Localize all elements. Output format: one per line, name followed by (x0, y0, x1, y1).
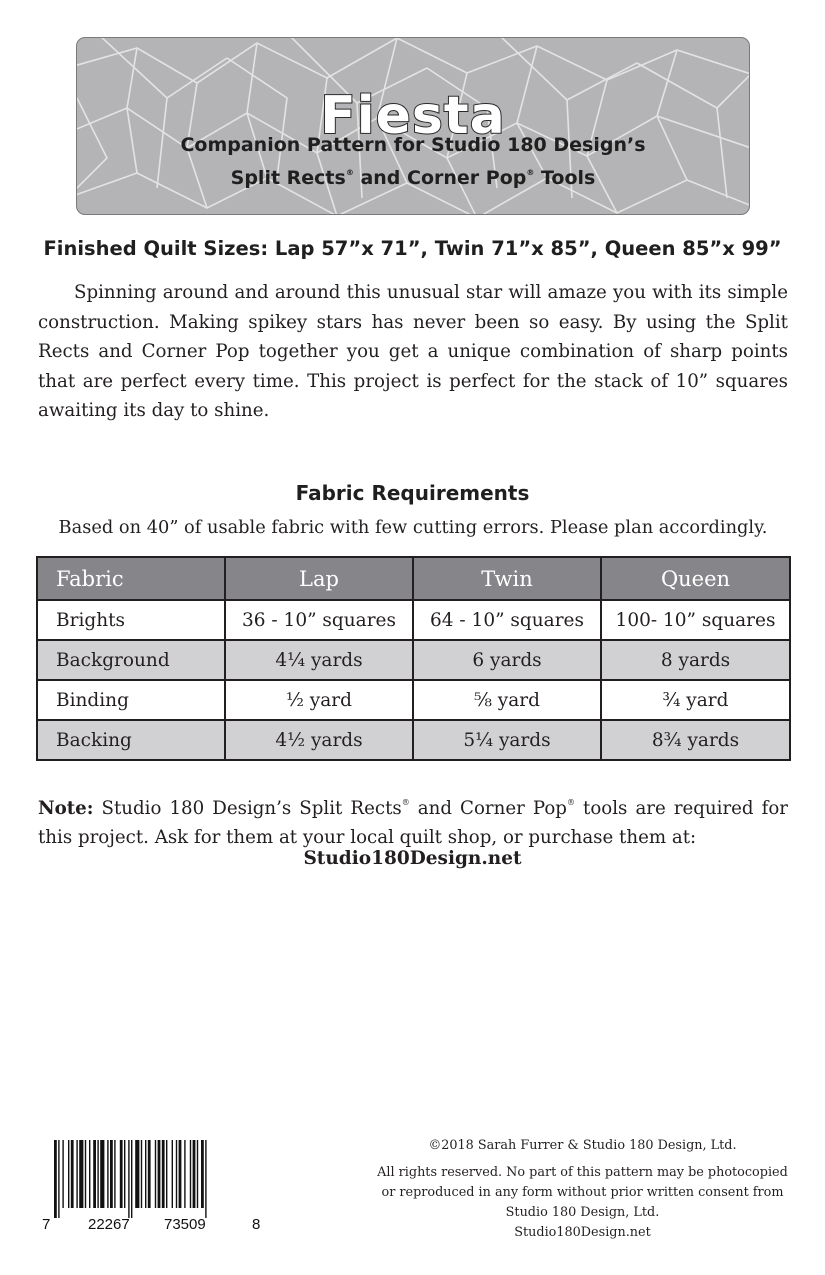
table-row (37, 600, 790, 640)
cell-queen: ¾ yard (601, 680, 790, 720)
barcode-bar (62, 1140, 63, 1208)
registered-mark: ® (401, 798, 410, 807)
fabric-requirements-heading: Fabric Requirements (295, 481, 530, 505)
barcode-bar (54, 1140, 57, 1218)
registered-mark: ® (566, 798, 575, 807)
barcode-bar (205, 1140, 206, 1218)
barcode-bar (97, 1140, 98, 1208)
cell-lap: 4¼ yards (225, 640, 413, 680)
cell-queen: 8 yards (601, 640, 790, 680)
barcode-bar (58, 1140, 59, 1218)
cell-lap: 4½ yards (225, 720, 413, 760)
barcode-bar (193, 1140, 196, 1208)
barcode-bar (79, 1140, 83, 1208)
column-header-lap: Lap (225, 557, 413, 600)
table-row (37, 640, 790, 680)
note-text-c: tools are required for this project. Ask for them at your local quilt shop, or purchase them at: (38, 798, 788, 848)
cell-twin: 5¼ yards (413, 720, 601, 760)
barcode-digit-last: 8 (252, 1216, 261, 1233)
barcode-bar (71, 1140, 74, 1208)
rights-line-1: All rights reserved. No part of this pattern may be photocopied (377, 1165, 788, 1180)
cell-twin: ⅝ yard (413, 680, 601, 720)
barcode-bar (145, 1140, 146, 1208)
barcode-bar (162, 1140, 165, 1208)
cell-lap: 36 - 10” squares (225, 600, 413, 640)
tools-text: Tools (534, 167, 596, 189)
barcode-bar (141, 1140, 142, 1208)
copyright-website[interactable]: Studio180Design.net (514, 1225, 651, 1240)
barcode-bar (124, 1140, 125, 1208)
split-rects-text: Split Rects (230, 167, 346, 189)
column-header-fabric: Fabric (37, 557, 225, 600)
table-row (37, 680, 790, 720)
barcode-bar (89, 1140, 90, 1208)
barcode-bar (68, 1140, 69, 1208)
copyright-line: ©2018 Sarah Furrer & Studio 180 Design, Ltd. (428, 1138, 737, 1153)
note-label: Note: (38, 798, 94, 819)
barcode-bar (93, 1140, 96, 1208)
barcode-bar (85, 1140, 86, 1208)
barcode-image (40, 1140, 250, 1218)
cell-twin: 64 - 10” squares (413, 600, 601, 640)
barcode-bar (155, 1140, 156, 1208)
finished-quilt-sizes-heading: Finished Quilt Sizes: Lap 57”x 71”, Twin 71”x 85”, Queen 85”x 99” (43, 237, 782, 260)
rights-line-2: or reproduced in any form without prior written consent from (381, 1185, 784, 1200)
barcode-bar (128, 1140, 129, 1218)
note-text-b: and Corner Pop (409, 798, 567, 819)
barcode-bar (110, 1140, 113, 1208)
corner-pop-text: and Corner Pop (353, 167, 527, 189)
barcode-digit-group2: 73509 (164, 1216, 206, 1233)
barcode-bar (135, 1140, 139, 1208)
barcode-bar (166, 1140, 167, 1208)
column-header-queen: Queen (601, 557, 790, 600)
cell-fabric: Background (37, 640, 225, 680)
banner-subtitle-line1: Companion Pattern for Studio 180 Design’s (180, 134, 646, 156)
table-header-row (37, 557, 790, 600)
pattern-title: Fiesta (320, 86, 506, 146)
note-text-a: Studio 180 Design’s Split Rects (93, 798, 402, 819)
column-header-twin: Twin (413, 557, 601, 600)
cell-fabric: Backing (37, 720, 225, 760)
barcode-bar (76, 1140, 77, 1208)
barcode-bar (197, 1140, 198, 1208)
tools-note (38, 788, 788, 852)
barcode-bar (176, 1140, 177, 1208)
barcode-bar (179, 1140, 182, 1208)
barcode-bar (107, 1140, 108, 1208)
barcode-bar (120, 1140, 123, 1208)
cell-lap: ½ yard (225, 680, 413, 720)
fabric-requirements-note: Based on 40” of usable fabric with few cutting errors. Please plan accordingly. (58, 517, 768, 538)
registered-mark: ® (526, 168, 535, 177)
barcode-bar (148, 1140, 151, 1208)
barcode-bar (114, 1140, 115, 1208)
cell-twin: 6 yards (413, 640, 601, 680)
barcode-bar (184, 1140, 185, 1208)
barcode-bar (190, 1140, 191, 1208)
website-link[interactable]: Studio180Design.net (303, 848, 522, 869)
barcode-bar (158, 1140, 161, 1208)
barcode-digit-first: 7 (42, 1216, 51, 1233)
barcode-digit-group1: 22267 (88, 1216, 130, 1233)
barcode-bar (172, 1140, 173, 1208)
barcode-bar (131, 1140, 132, 1218)
title-banner (76, 37, 750, 215)
rights-line-3: Studio 180 Design, Ltd. (505, 1205, 660, 1220)
intro-paragraph: Spinning around and around this unusual star will amaze you with its simple construction. Making spikey stars has never been so easy. By using the Split Rects and Corner Pop together you get a unique combination of sharp points that are perfect every time. This project is perfect for the stack of 10” squares awaiting its day to shine. (38, 282, 788, 421)
fabric-requirements-table (36, 556, 791, 761)
cell-queen: 100- 10” squares (601, 600, 790, 640)
table-row (37, 720, 790, 760)
cell-fabric: Brights (37, 600, 225, 640)
barcode-bar (100, 1140, 104, 1208)
barcode-bar (201, 1140, 204, 1208)
cell-fabric: Binding (37, 680, 225, 720)
cell-queen: 8¾ yards (601, 720, 790, 760)
registered-mark: ® (345, 168, 354, 177)
banner-subtitle-line2 (77, 169, 749, 188)
